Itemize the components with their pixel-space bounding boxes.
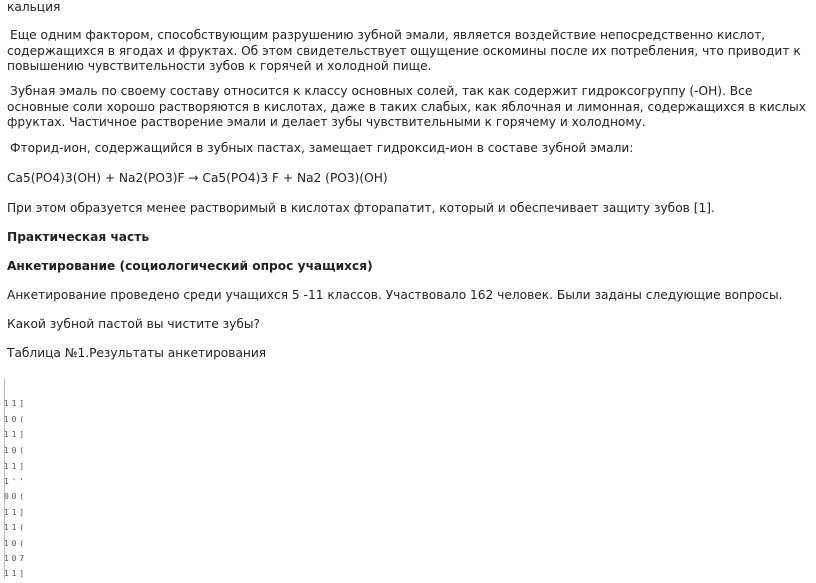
table-cell: 1 1 ( — [4, 523, 24, 532]
chemical-formula: Ca5(PO4)3(OH) + Na2(PO3)F → Ca5(PO4)3 F + Na2 (PO3)(OH) — [7, 171, 388, 185]
text-fragment-top: кальция — [7, 0, 61, 14]
table-cell: 1 1 ] — [4, 399, 24, 408]
table-cell: 1 0 ( — [4, 446, 24, 455]
table-cell — [4, 378, 18, 388]
paragraph-fluoride: Фторид-ион, содержащийся в зубных пастах, замещает гидроксид-ион в составе зубной эмали: — [10, 141, 634, 155]
paragraph-enamel: Зубная эмаль по своему составу относится к классу основных солей, так как содержит гидроксогруппу (-OH). Все основные соли хорошо растворяются в кислотах, даже в таких слабых, как яблочная и лимонная, содержащихся в кислых фруктах. Частичное растворение эмали и делает зубы чувствительными к горячему и холодному. — [7, 84, 806, 129]
heading-practical-part: Практическая часть — [7, 230, 150, 244]
table-cell: 1 ' ' — [4, 477, 24, 486]
paragraph-fluorapatite: При этом образуется менее растворимый в кислотах фторапатит, который и обеспечивает защиту зубов [1]. — [7, 201, 715, 215]
table-cell: 1 1 ] — [4, 569, 24, 578]
survey-question: Какой зубной пастой вы чистите зубы? — [7, 317, 260, 331]
paragraph-survey-info: Анкетирование проведено среди учащихся 5 -11 классов. Участвовало 162 человек. Были заданы следующие вопросы. — [7, 288, 783, 302]
heading-survey: Анкетирование (социологический опрос учащихся) — [7, 259, 373, 273]
table-caption: Таблица №1.Результаты анкетирования — [7, 346, 267, 360]
table-cell — [4, 388, 18, 398]
table-cell: 1 1 ] — [4, 430, 24, 439]
table-cell: 1 0 7 — [4, 554, 24, 563]
table-cell: 1 0 ( — [4, 415, 24, 424]
table-cell: 1 1 ] — [4, 462, 24, 471]
paragraph-acids: Еще одним фактором, способствующим разрушению зубной эмали, является воздействие непосредственно кислот, содержащихся в ягодах и фруктах. Об этом свидетельствует ощущение оскомины после их потребления, что приводит к повышению чувствительности зубов к горячей и холодной пище. — [7, 28, 801, 73]
table-cell: 0 0 ( — [4, 492, 24, 501]
table-cell: 1 0 ( — [4, 539, 24, 548]
table-cell: 1 1 ] — [4, 508, 24, 517]
